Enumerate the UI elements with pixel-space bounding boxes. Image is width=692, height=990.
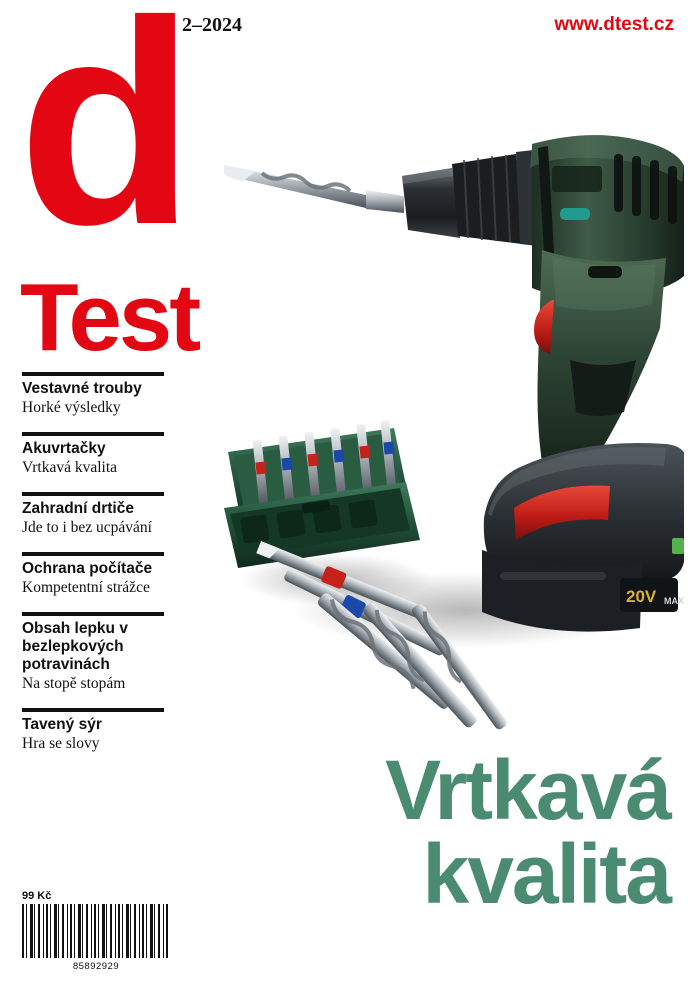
headline-line-2: kvalita — [422, 827, 670, 921]
logo-word-test: Test — [20, 264, 199, 371]
teaser-list — [22, 372, 174, 768]
teaser-title: Vestavné trouby — [22, 380, 142, 397]
teaser-title: Obsah lepku v bezlepkových potravinách — [22, 620, 128, 673]
teaser-title: Akuvrtačky — [22, 440, 106, 457]
teaser-subtitle: Kompetentní strážce — [22, 579, 150, 596]
barcode-bars — [22, 904, 170, 958]
divider — [22, 432, 164, 436]
teaser-subtitle: Na stopě stopám — [22, 675, 126, 692]
teaser-subtitle: Vrtkavá kvalita — [22, 459, 118, 476]
drill-chuck — [402, 150, 538, 246]
divider — [22, 492, 164, 496]
divider — [22, 708, 164, 712]
cover-photo — [216, 110, 684, 750]
drill-bit-in-chuck — [224, 165, 404, 213]
drill-illustration — [216, 110, 684, 750]
svg-text:MAX: MAX — [664, 596, 684, 606]
divider — [22, 552, 164, 556]
list-item — [22, 612, 174, 693]
teaser-subtitle: Horké výsledky — [22, 399, 121, 416]
list-item — [22, 432, 174, 477]
teaser-subtitle: Hra se slovy — [22, 735, 100, 752]
issue-date: 2–2024 — [182, 14, 242, 36]
teaser-title: Ochrana počítače — [22, 560, 153, 577]
drill-grip — [534, 250, 666, 470]
battery-pack — [482, 443, 684, 632]
list-item — [22, 552, 174, 597]
divider — [22, 612, 164, 616]
cover-price: 99 Kč — [22, 890, 52, 902]
teaser-title: Tavený sýr — [22, 716, 102, 733]
headline-line-1: Vrtkavá — [385, 743, 670, 837]
divider — [22, 372, 164, 376]
logo-letter-d: d — [18, 0, 184, 285]
list-item — [22, 372, 174, 417]
list-item — [22, 492, 174, 537]
teaser-title: Zahradní drtiče — [22, 500, 134, 517]
barcode — [22, 904, 170, 972]
teaser-subtitle: Jde to i bez ucpávání — [22, 519, 152, 536]
website-url: www.dtest.cz — [554, 14, 674, 35]
barcode-number: 85892929 — [72, 961, 120, 972]
svg-text:20V: 20V — [626, 587, 657, 606]
list-item — [22, 708, 174, 753]
bit-case — [224, 420, 420, 568]
page-title — [230, 743, 670, 921]
